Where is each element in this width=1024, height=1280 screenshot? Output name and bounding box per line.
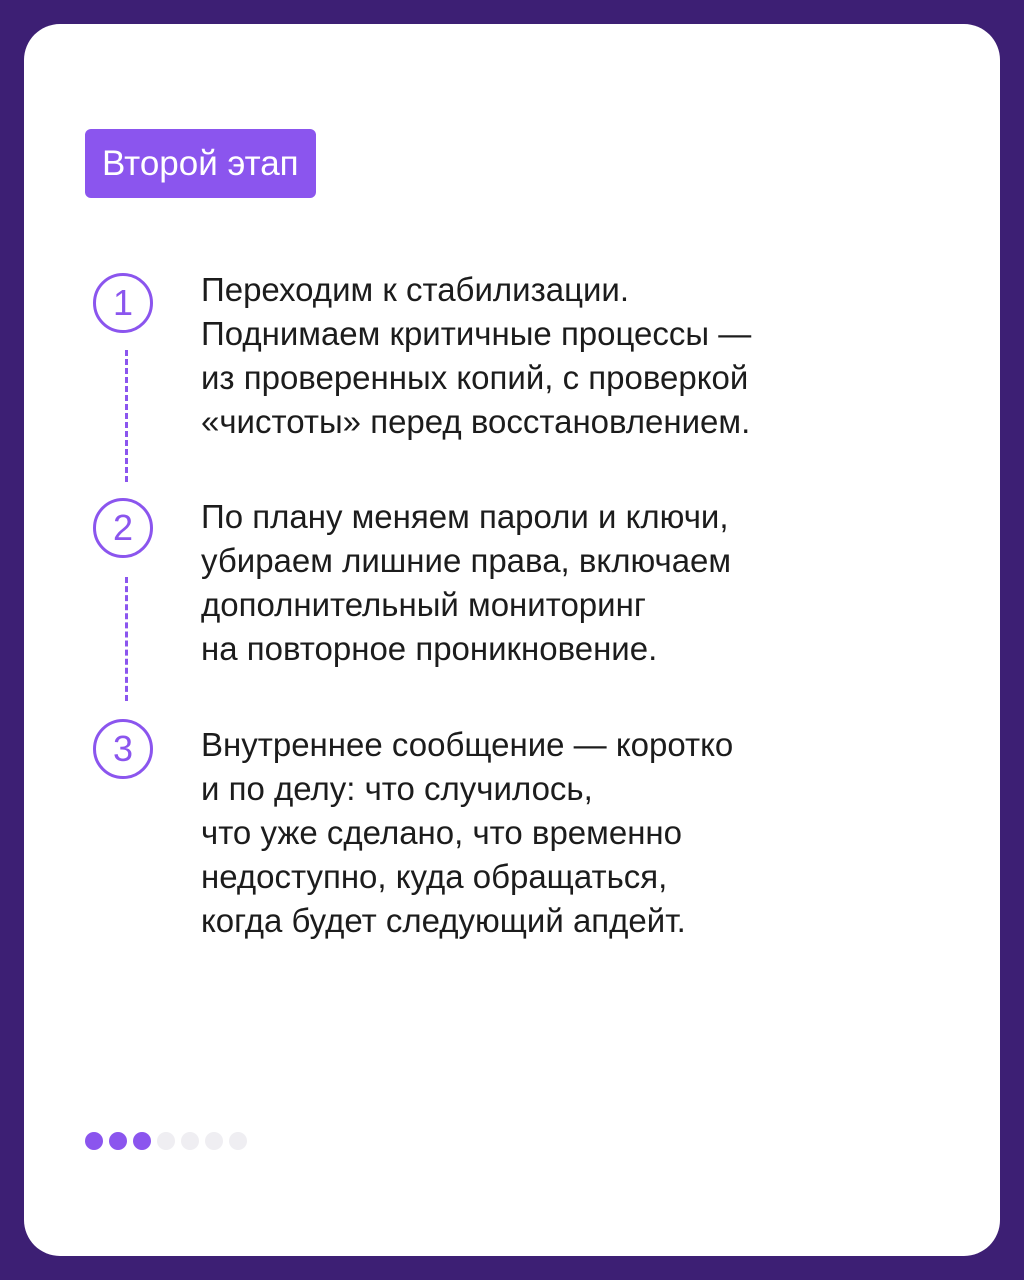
step-2-line: на повторное проникновение. xyxy=(201,630,658,667)
timeline-connector xyxy=(125,350,128,482)
stage-badge: Второй этап xyxy=(85,129,316,198)
step-number-1-icon: 1 xyxy=(93,273,153,333)
pagination-dot[interactable] xyxy=(229,1132,247,1150)
step-number-2-icon: 2 xyxy=(93,498,153,558)
step-2-line: убираем лишние права, включаем xyxy=(201,542,732,579)
timeline-connector xyxy=(125,577,128,701)
pagination-dot[interactable] xyxy=(181,1132,199,1150)
slide-card xyxy=(24,24,1000,1256)
step-3-line: что уже сделано, что временно xyxy=(201,814,682,851)
step-1-line: «чистоты» перед восстановлением. xyxy=(201,403,751,440)
pagination-dot[interactable] xyxy=(133,1132,151,1150)
step-1-line: из проверенных копий, с проверкой xyxy=(201,359,749,396)
step-3-line: и по делу: что случилось, xyxy=(201,770,593,807)
step-3-line: когда будет следующий апдейт. xyxy=(201,902,686,939)
pagination-dot[interactable] xyxy=(157,1132,175,1150)
step-1-line: Переходим к стабилизации. xyxy=(201,271,630,308)
pagination-dot[interactable] xyxy=(109,1132,127,1150)
step-3-line: Внутреннее сообщение — коротко xyxy=(201,726,734,763)
step-3-line: недоступно, куда обращаться, xyxy=(201,858,668,895)
step-1-line: Поднимаем критичные процессы — xyxy=(201,315,752,352)
step-2-line: дополнительный мониторинг xyxy=(201,586,646,623)
pagination-dot[interactable] xyxy=(205,1132,223,1150)
pagination-dot[interactable] xyxy=(85,1132,103,1150)
step-2-text xyxy=(201,495,921,671)
step-3-text xyxy=(201,723,921,943)
pagination-dots xyxy=(85,1132,247,1150)
step-1-text xyxy=(201,268,921,444)
step-2-line: По плану меняем пароли и ключи, xyxy=(201,498,729,535)
step-number-3-icon: 3 xyxy=(93,719,153,779)
